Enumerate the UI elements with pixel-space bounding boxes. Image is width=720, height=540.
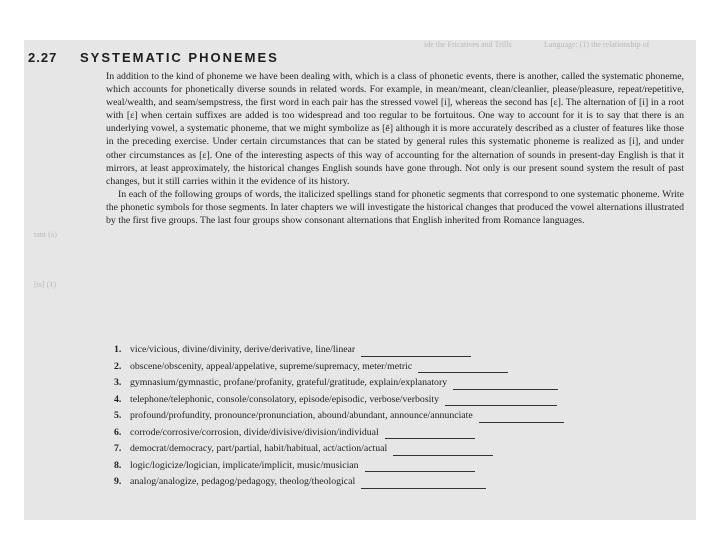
exercise-item: [114, 377, 684, 394]
answer-blank[interactable]: [365, 470, 475, 472]
instructions-paragraph: In each of the following groups of words, the italicized spellings stand for phonetic segments that correspond to one systematic phoneme. Write the phonetic symbols for those segments. In later chapters we will investigate the historical changes that produced the vowel alternations illustrated by the first five groups. The last four groups show consonant alternations that English inherited from Romance languages.: [106, 188, 684, 227]
exercise-words: analog/analogize, pedagog/pedagogy, theolog/theological: [130, 476, 356, 487]
exercise-number: 7.: [114, 443, 122, 454]
answer-blank[interactable]: [418, 371, 508, 373]
answer-blank[interactable]: [453, 388, 558, 390]
exercise-number: 6.: [114, 426, 122, 438]
exercise-item: [114, 443, 684, 460]
bleed-through-text: Language: (1) the relationship of: [544, 40, 650, 49]
exercise-item: [114, 361, 684, 378]
exercise-item: [114, 460, 684, 477]
exercise-words: obscene/obscenity, appeal/appelative, supreme/supremacy, meter/metric: [130, 360, 413, 372]
textbook-page: [24, 40, 696, 520]
bleed-through-text: [ts] (1): [34, 280, 56, 289]
exercise-list: [114, 344, 684, 493]
exercise-item: [114, 394, 684, 411]
answer-blank[interactable]: [479, 421, 564, 423]
answer-blank[interactable]: [445, 404, 557, 406]
answer-blank[interactable]: [393, 454, 493, 456]
bleed-through-text: tant (a): [34, 230, 57, 239]
answer-blank[interactable]: [385, 437, 475, 439]
answer-blank[interactable]: [361, 487, 486, 489]
exercise-words: gymnasium/gymnastic, profane/profanity, grateful/gratitude, explain/explanatory: [130, 377, 448, 388]
exercise-words: corrode/corrosive/corrosion, divide/divisive/division/individual: [130, 426, 379, 438]
section-number: 2.27: [28, 50, 58, 65]
exercise-item: [114, 476, 684, 493]
body-text: [106, 70, 684, 227]
exercise-number: 2.: [114, 360, 122, 372]
section-title: SYSTEMATIC PHONEMES: [80, 50, 279, 65]
answer-blank[interactable]: [361, 355, 471, 357]
exercise-number: 1.: [114, 344, 122, 355]
exercise-item: [114, 410, 684, 427]
exercise-number: 3.: [114, 377, 122, 388]
exercise-words: vice/vicious, divine/divinity, derive/derivative, line/linear: [130, 344, 356, 355]
exercise-words: logic/logicize/logician, implicate/implicit, music/musician: [130, 459, 359, 471]
exercise-number: 5.: [114, 410, 122, 421]
exercise-words: democrat/democracy, part/partial, habit/habitual, act/action/actual: [130, 443, 388, 454]
exercise-words: profound/profundity, pronounce/pronunciation, abound/abundant, announce/annunciate: [130, 410, 473, 421]
intro-paragraph: In addition to the kind of phoneme we have been dealing with, which is a class of phonetic events, there is another, called the systematic phoneme, which accounts for phonetically diverse sounds in related words. For example, in mean/meant, clean/cleanlier, please/pleasure, repeat/repetitive, weal/wealth, and seam/sempstress, the first word in each pair has the stressed vowel [i], whereas the second has [ɛ]. The alternation of [i] in a root with [ɛ] when certain suffixes are added is too widespread and too regular to be fortuitous. One way to account for it is to say that there is an underlying vowel, a systematic phoneme, that we might symbolize as [ē] although it is more accurately described as a cluster of features like those in the preceding exercise. Under certain circumstances that can be stated by general rules this systematic phoneme is realized as [i], and under other circumstances as [ɛ]. One of the interesting aspects of this way of accounting for the alternation of sounds in present-day English is that it mirrors, at least approximately, the historical changes English sounds have gone through. Not only is our present sound system the result of past changes, but it still carries within it the evidence of its history.: [106, 71, 684, 187]
exercise-number: 4.: [114, 393, 122, 405]
bleed-through-text: ide the Fricatives and Trills: [424, 40, 512, 49]
exercise-number: 8.: [114, 459, 122, 471]
exercise-number: 9.: [114, 476, 122, 487]
exercise-item: [114, 344, 684, 361]
exercise-item: [114, 427, 684, 444]
exercise-words: telephone/telephonic, console/consolatory, episode/episodic, verbose/verbosity: [130, 393, 439, 405]
